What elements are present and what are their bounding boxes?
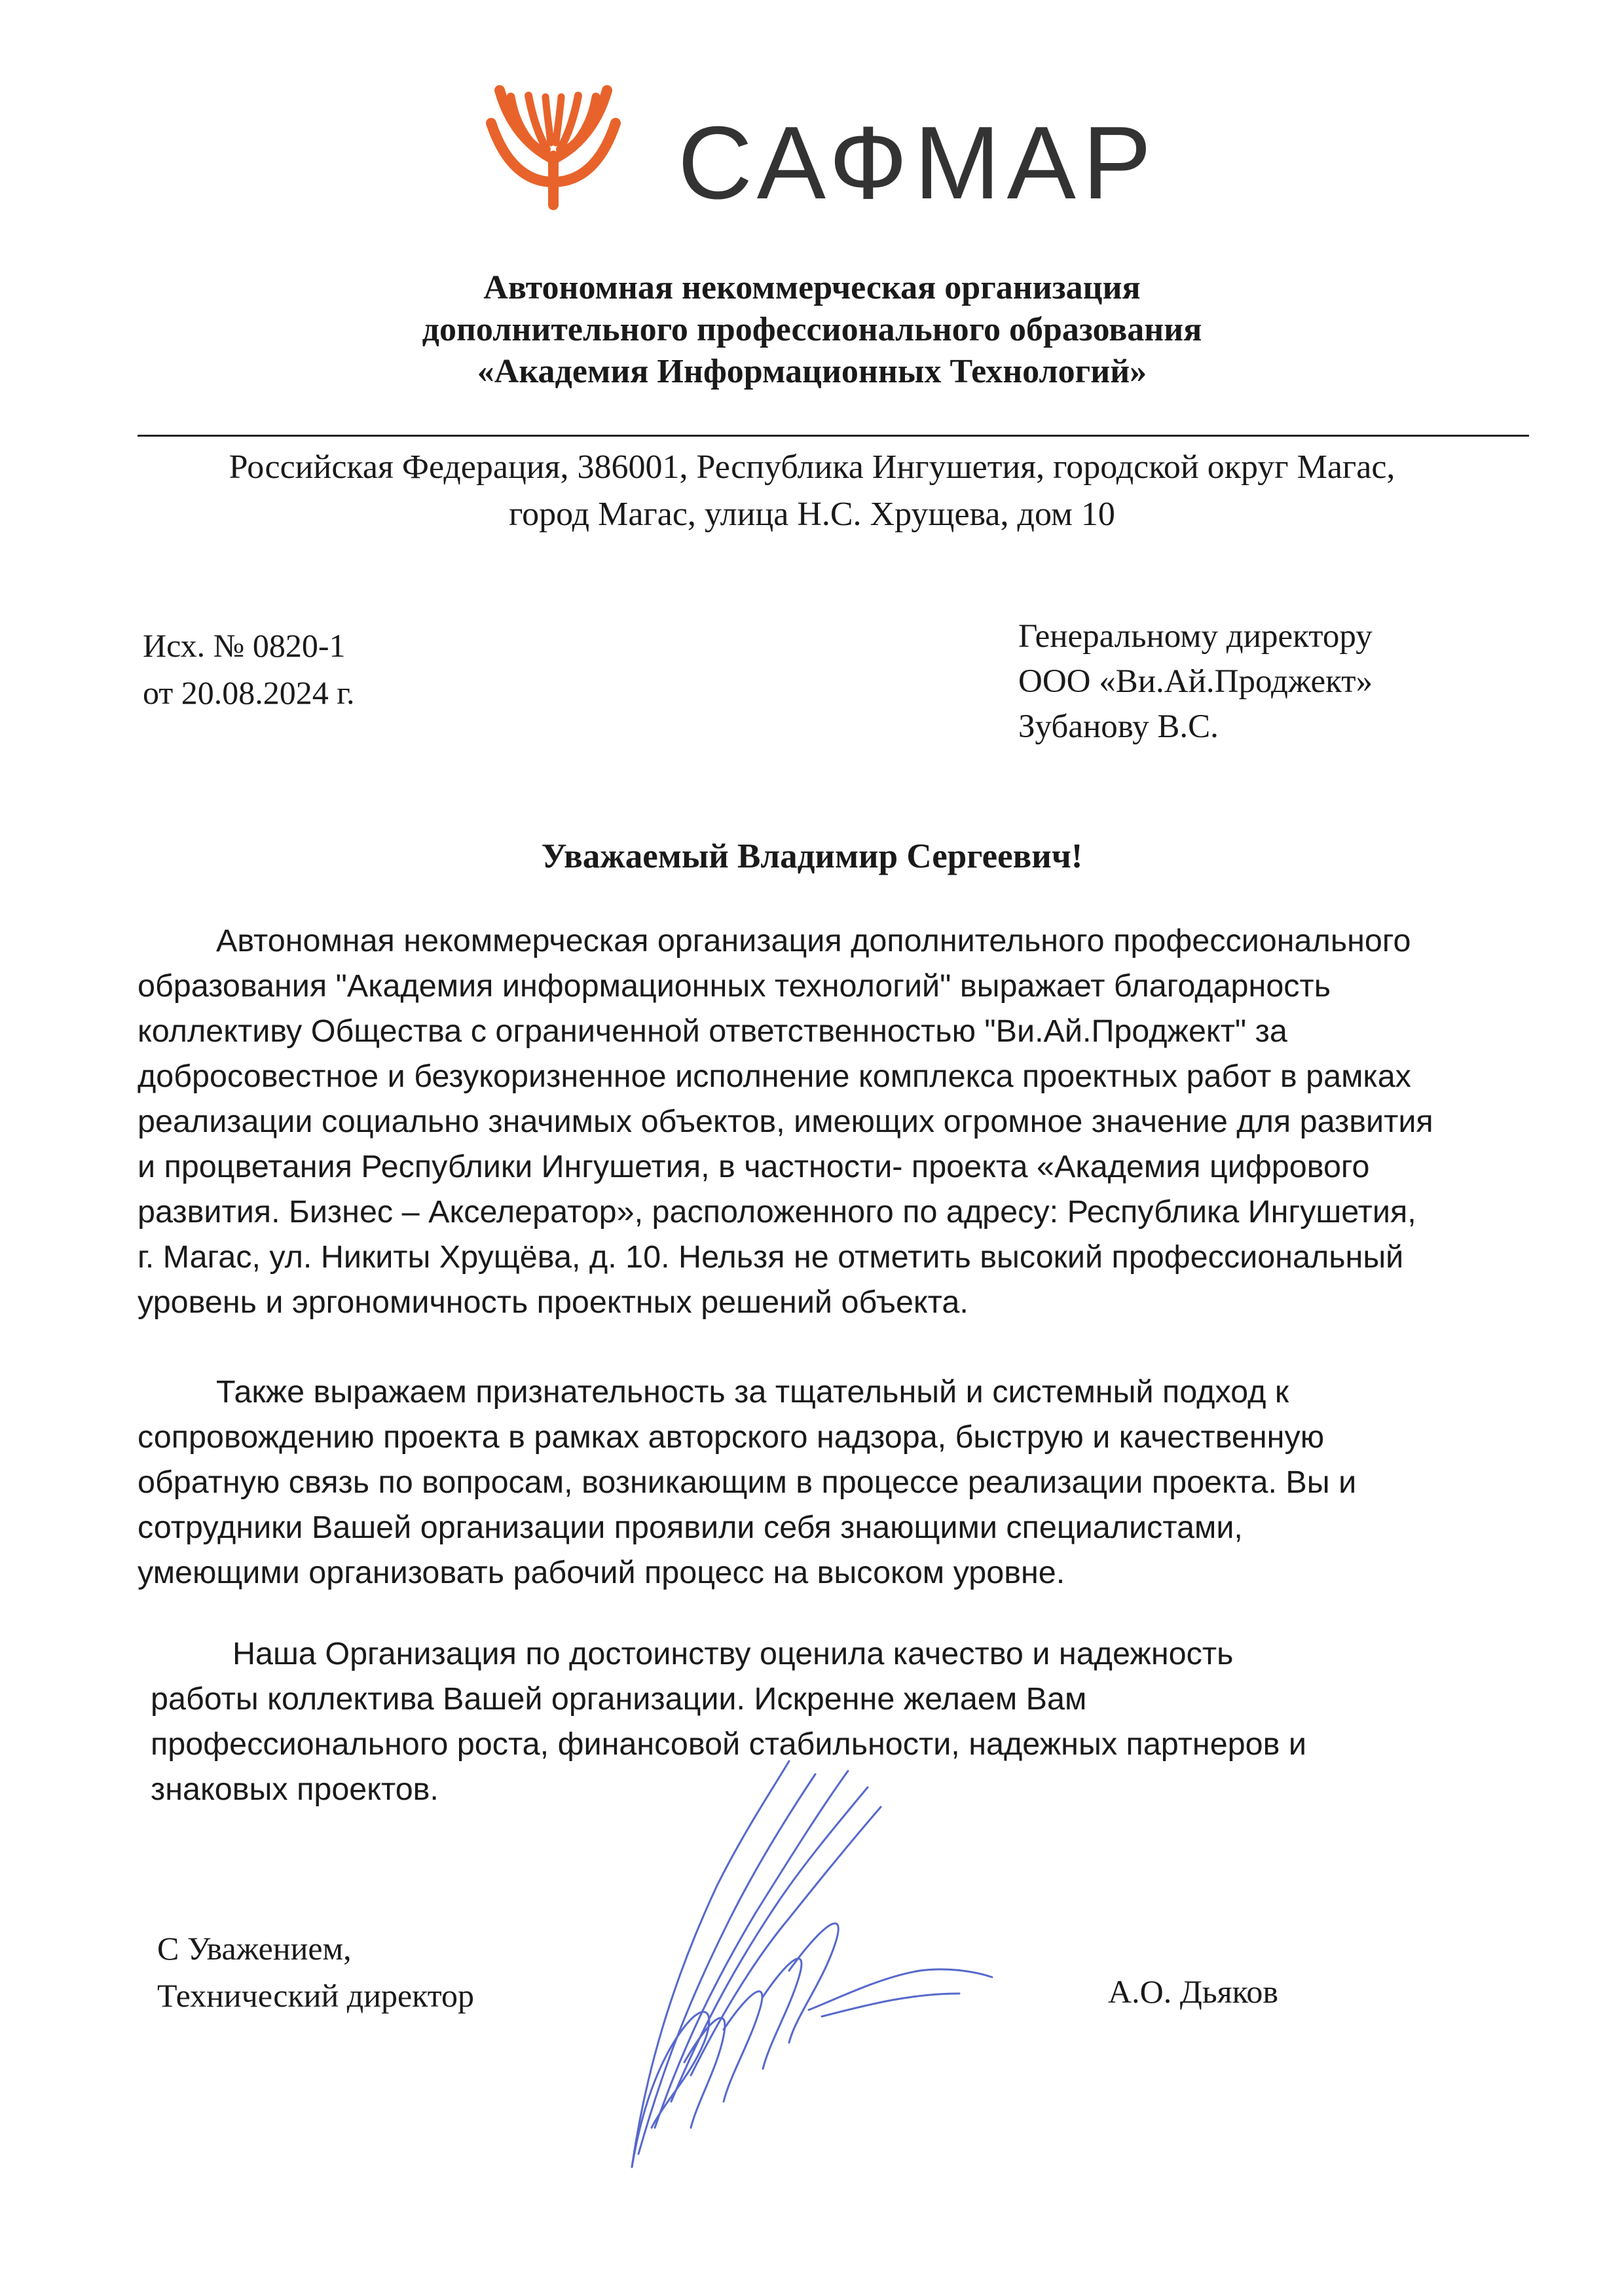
org-address [0, 444, 1624, 538]
closing-block [157, 1925, 474, 2019]
text-line: коллективу Общества с ограниченной ответственностью "Ви.Ай.Проджект" за [138, 1013, 1287, 1049]
org-title [0, 267, 1624, 393]
recipient-block [1018, 614, 1373, 750]
text-line: обратную связь по вопросам, возникающим в процессе реализации проекта. Вы и [138, 1465, 1357, 1500]
recipient-line: Зубанову В.С. [1018, 708, 1219, 745]
text-line: г. Магас, ул. Никиты Хрущёва, д. 10. Нельзя не отметить высокий профессиональный [138, 1239, 1404, 1275]
text-line: Автономная некоммерческая организация дополнительного профессионального [216, 923, 1411, 958]
text-line: и процветания Республики Ингушетия, в частности- проекта «Академия цифрового [138, 1149, 1370, 1184]
text-line: сотрудники Вашей организации проявили себя знающими специалистами, [138, 1510, 1243, 1545]
text-line: добросовестное и безукоризненное исполнение комплекса проектных работ в рамках [138, 1059, 1411, 1094]
text-line: Также выражаем признательность за тщательный и системный подход к [216, 1374, 1289, 1410]
handwritten-signature [593, 1735, 999, 2193]
org-title-line: «Академия Информационных Технологий» [477, 353, 1147, 390]
address-line: Российская Федерация, 386001, Республика Ингушетия, городской округ Магас, [229, 448, 1395, 486]
text-line: умеющими организовать рабочий процесс на высоком уровне. [138, 1555, 1065, 1590]
brand-name: САФМАР [678, 105, 1158, 221]
header-divider [138, 435, 1529, 437]
salutation: Уважаемый Владимир Сергеевич! [541, 837, 1083, 875]
address-line: город Магас, улица Н.С. Хрущева, дом 10 [509, 496, 1115, 533]
body-paragraph-1 [138, 919, 1433, 1325]
recipient-line: Генеральному директору [1018, 618, 1373, 655]
outgoing-number: Исх. № 0820-1 [143, 627, 346, 664]
closing-regards: С Уважением, [157, 1930, 352, 1967]
outgoing-reference [143, 622, 355, 716]
body-paragraph-2 [138, 1370, 1356, 1595]
text-line: уровень и эргономичность проектных решений объекта. [138, 1285, 969, 1320]
text-line: Наша Организация по достоинству оценила качество и надежность [232, 1636, 1234, 1671]
text-line: профессионального роста, финансовой стабильности, надежных партнеров и [151, 1726, 1306, 1762]
tree-logo-icon [481, 77, 625, 211]
signer-name: А.О. Дьяков [1108, 1973, 1278, 2010]
text-line: работы коллектива Вашей организации. Искренне желаем Вам [151, 1681, 1087, 1717]
text-line: развития. Бизнес – Акселератор», расположенного по адресу: Республика Ингушетия, [138, 1194, 1416, 1230]
outgoing-date: от 20.08.2024 г. [143, 674, 355, 711]
text-line: образования "Академия информационных технологий" выражает благодарность [138, 968, 1331, 1004]
signer-position: Технический директор [157, 1977, 474, 2014]
text-line: реализации социально значимых объектов, имеющих огромное значение для развития [138, 1104, 1433, 1139]
org-title-line: Автономная некоммерческая организация [483, 269, 1141, 306]
org-title-line: дополнительного профессионального образования [422, 311, 1202, 348]
recipient-line: ООО «Ви.Ай.Проджект» [1018, 663, 1373, 700]
text-line: сопровождению проекта в рамках авторского надзора, быструю и качественную [138, 1419, 1325, 1455]
text-line: знаковых проектов. [151, 1772, 439, 1807]
